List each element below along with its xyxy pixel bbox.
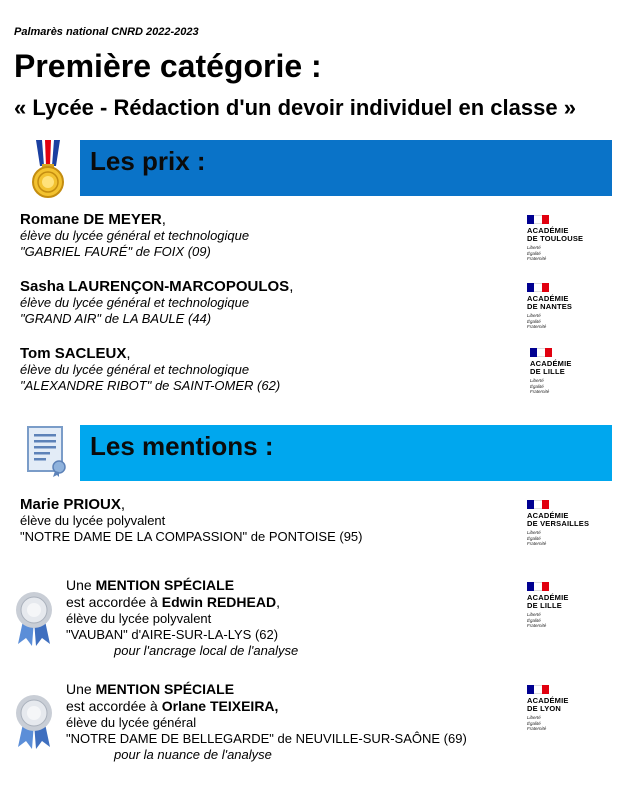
motto-liberte: Liberté [527, 715, 541, 720]
laureate-name: Edwin REDHEAD [161, 594, 277, 610]
academy-city: DE NANTES [527, 302, 573, 311]
mention-reason: pour la nuance de l'analyse [114, 747, 272, 762]
school-city: de SAINT-OMER (62) [151, 378, 281, 393]
motto-fraternite: Fraternité [527, 541, 547, 546]
school-city: de FOIX (09) [132, 244, 211, 259]
motto-fraternite: Fraternité [527, 256, 547, 261]
laureate-name: Orlane TEIXEIRA [161, 698, 275, 714]
academy-logo [527, 582, 607, 629]
page-subtitle: « Lycée - Rédaction d'un devoir individuel en classe » [14, 95, 576, 120]
motto-egalite: Égalité [527, 318, 541, 324]
school-name: "ALEXANDRE RIBOT" [20, 378, 152, 393]
academy-logo [527, 685, 607, 732]
rosette-icon [12, 693, 56, 749]
mention-awarded-to: est accordée à [66, 698, 162, 714]
prix-entry-1: Romane DE MEYER, élève du lycée général et technologique "GABRIEL FAURÉ" de FOIX (09) [20, 211, 500, 260]
motto-fraternite: Fraternité [527, 324, 547, 329]
motto-liberte: Liberté [527, 313, 541, 318]
banner-prix [80, 140, 612, 196]
school-name: "VAUBAN" d'AIRE-SUR-LA-LYS (62) [66, 627, 279, 642]
flag-icon [530, 348, 552, 357]
academy-label: ACADÉMIE [527, 294, 569, 303]
academy-label: ACADÉMIE [527, 511, 569, 520]
motto-egalite: Égalité [530, 383, 544, 389]
banner-mentions-label: Les mentions : [90, 431, 274, 461]
academy-label: ACADÉMIE [527, 593, 569, 602]
academy-label: ACADÉMIE [527, 226, 569, 235]
academy-logo [527, 215, 607, 262]
academy-city: DE LYON [527, 704, 562, 713]
laureate-name: Romane DE MEYER [20, 211, 162, 228]
special-mention-2 [66, 681, 526, 763]
laureate-name: Sasha LAURENÇON-MARCOPOULOS [20, 278, 290, 295]
flag-icon [527, 582, 549, 591]
banner-mentions [80, 425, 612, 481]
motto-liberte: Liberté [527, 245, 541, 250]
mention-title: MENTION SPÉCIALE [95, 681, 235, 697]
academy-city: DE LILLE [527, 601, 562, 610]
special-mention-1 [66, 577, 506, 659]
motto-egalite: Égalité [527, 617, 541, 623]
certificate-icon [26, 425, 68, 477]
motto-liberte: Liberté [527, 612, 541, 617]
flag-icon [527, 500, 549, 509]
school-name: "NOTRE DAME DE LA COMPASSION" de PONTOISE (95) [20, 529, 363, 544]
school-type: élève du lycée général et technologique [20, 228, 250, 243]
motto-egalite: Égalité [527, 535, 541, 541]
school-name: "GRAND AIR" [20, 311, 101, 326]
school-type: élève du lycée polyvalent [20, 513, 166, 528]
mention-entry-1: Marie PRIOUX, élève du lycée polyvalent "NOTRE DAME DE LA COMPASSION" de PONTOISE (95) [20, 496, 500, 545]
academy-city: DE LILLE [530, 367, 565, 376]
academy-city: DE TOULOUSE [527, 234, 584, 243]
page-title: Première catégorie : [14, 48, 322, 84]
academy-logo [527, 283, 607, 330]
flag-icon [527, 283, 549, 292]
mention-reason: pour l'ancrage local de l'analyse [114, 643, 299, 658]
academy-city: DE VERSAILLES [527, 519, 590, 528]
academy-label: ACADÉMIE [530, 359, 572, 368]
mention-awarded-to: est accordée à [66, 594, 162, 610]
mention-prefix: Une [66, 681, 96, 697]
academy-label: ACADÉMIE [527, 696, 569, 705]
flag-icon [527, 685, 549, 694]
motto-liberte: Liberté [527, 530, 541, 535]
motto-fraternite: Fraternité [527, 726, 547, 731]
name-punctuation: , [274, 698, 279, 714]
name-punctuation: , [276, 594, 280, 610]
rosette-icon [12, 590, 56, 646]
motto-fraternite: Fraternité [527, 623, 547, 628]
school-type: élève du lycée général [66, 715, 197, 730]
laureate-name: Tom SACLEUX [20, 345, 127, 362]
banner-prix-label: Les prix : [90, 146, 206, 176]
school-type: élève du lycée général et technologique [20, 295, 250, 310]
school-type: élève du lycée général et technologique [20, 362, 250, 377]
motto-fraternite: Fraternité [530, 389, 550, 394]
laureate-name: Marie PRIOUX [20, 496, 121, 513]
mention-title: MENTION SPÉCIALE [95, 577, 235, 593]
mention-prefix: Une [66, 577, 96, 593]
prix-entry-3: Tom SACLEUX, élève du lycée général et technologique "ALEXANDRE RIBOT" de SAINT-OMER (62) [20, 345, 500, 394]
academy-logo [530, 348, 610, 395]
school-name: "GABRIEL FAURÉ" [20, 244, 133, 259]
academy-logo [527, 500, 607, 547]
medal-icon [28, 140, 68, 200]
prix-entry-2: Sasha LAURENÇON-MARCOPOULOS, élève du lycée général et technologique "GRAND AIR" de LA BAULE (44) [20, 278, 500, 327]
school-type: élève du lycée polyvalent [66, 611, 212, 626]
header-caption: Palmarès national CNRD 2022-2023 [14, 26, 199, 38]
flag-icon [527, 215, 549, 224]
motto-egalite: Égalité [527, 720, 541, 726]
motto-liberte: Liberté [530, 378, 544, 383]
motto-egalite: Égalité [527, 250, 541, 256]
school-city: de LA BAULE (44) [100, 311, 212, 326]
school-name: "NOTRE DAME DE BELLEGARDE" de NEUVILLE-SUR-SAÔNE (69) [66, 731, 467, 746]
